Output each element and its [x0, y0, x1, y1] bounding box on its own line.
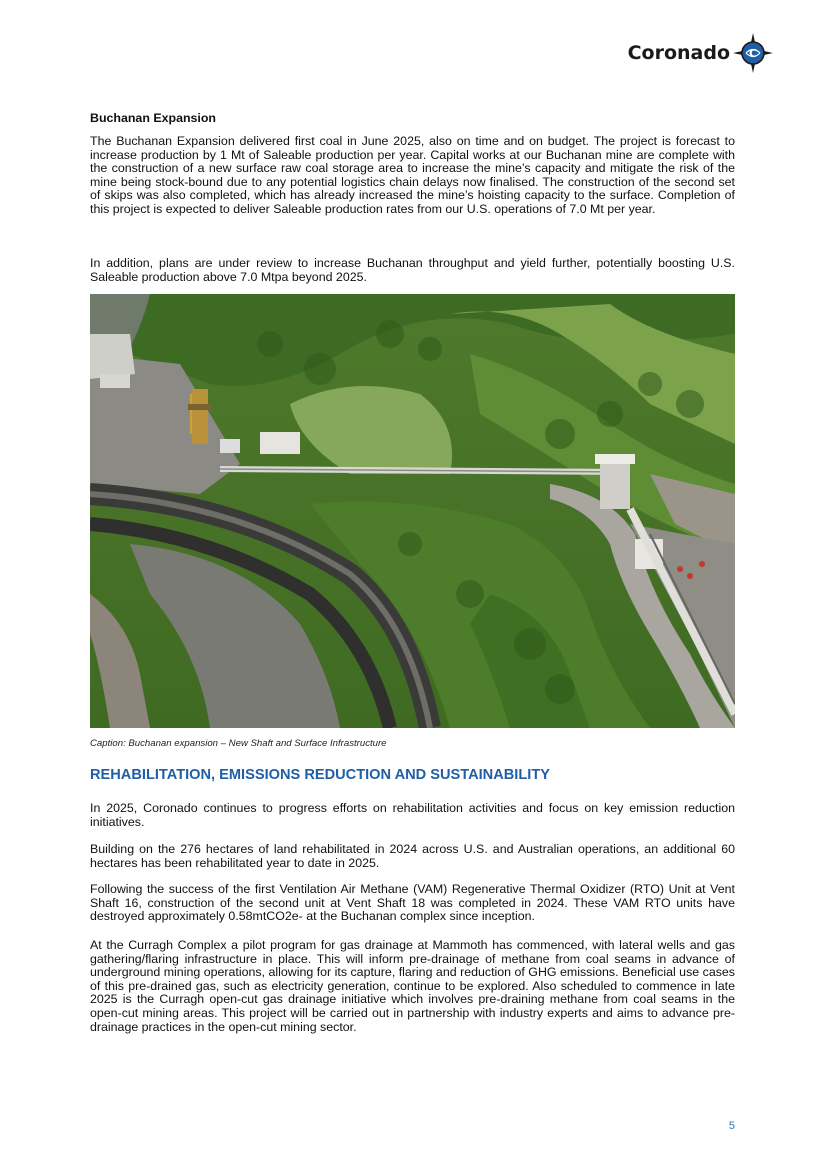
paragraph: In 2025, Coronado continues to progress efforts on rehabilitation activities and focus on key emission reduction initiatives. [90, 801, 735, 829]
paragraph: At the Curragh Complex a pilot program for gas drainage at Mammoth has commenced, with lateral wells and gas gathering/flaring infrastructure in place. This will inform pre-drainage of methane from coal seams in advance of underground mining operations, allowing for its capture, flaring and reduction of GHG emissions. Beneficial use cases of this pre-drained gas, such as electricity generation, continue to be explored. Also scheduled to commence in late 2025 is the Curragh open-cut gas drainage initiative which involves pre-draining methane from coal seams in the open-cut mining areas. This project will be carried out in partnership with industry experts and aims to advance pre-drainage practices in the open-cut mining sector. [90, 938, 735, 1034]
compass-globe-icon [733, 33, 773, 73]
aerial-mine-photo [90, 294, 735, 728]
paragraph: In addition, plans are under review to increase Buchanan throughput and yield further, potentially boosting U.S. Saleable production above 7.0 Mtpa beyond 2025. [90, 256, 735, 284]
photo-illustration [90, 294, 735, 728]
paragraph: The Buchanan Expansion delivered first coal in June 2025, also on time and on budget. The project is forecast to increase production by 1 Mt of Saleable production per year. Capital works at our Buchanan mine are complete with the construction of a new surface raw coal storage area to increase the mine’s capacity and mitigate the risk of the mine being stock-bound due to any potential logistics chain delays now finalised. The construction of the second set of skips was also completed, which has already increased the mine’s hoisting capacity to the surface. Completion of this project is expected to deliver Saleable production rates from our U.S. operations of 7.0 Mt per year. [90, 134, 735, 216]
section-title: REHABILITATION, EMISSIONS REDUCTION AND SUSTAINABILITY [90, 767, 550, 783]
paragraph: Following the success of the first Ventilation Air Methane (VAM) Regenerative Thermal Oxidizer (RTO) Unit at Vent Shaft 16, construction of the second unit at Vent Shaft 18 was completed in 2024. These VAM RTO units have destroyed approximately 0.58mtCO2e- at the Buchanan complex since inception. [90, 882, 735, 924]
svg-text:C: C [748, 47, 758, 60]
paragraph: Building on the 276 hectares of land rehabilitated in 2024 across U.S. and Australian operations, an additional 60 hectares has been rehabilitated year to date in 2025. [90, 842, 735, 870]
page-number: 5 [728, 1120, 735, 1132]
section-subheading: Buchanan Expansion [90, 111, 216, 125]
company-logo [628, 33, 773, 73]
photo-caption: Caption: Buchanan expansion – New Shaft and Surface Infrastructure [90, 738, 387, 749]
logo-wordmark: Coronado [627, 42, 730, 64]
